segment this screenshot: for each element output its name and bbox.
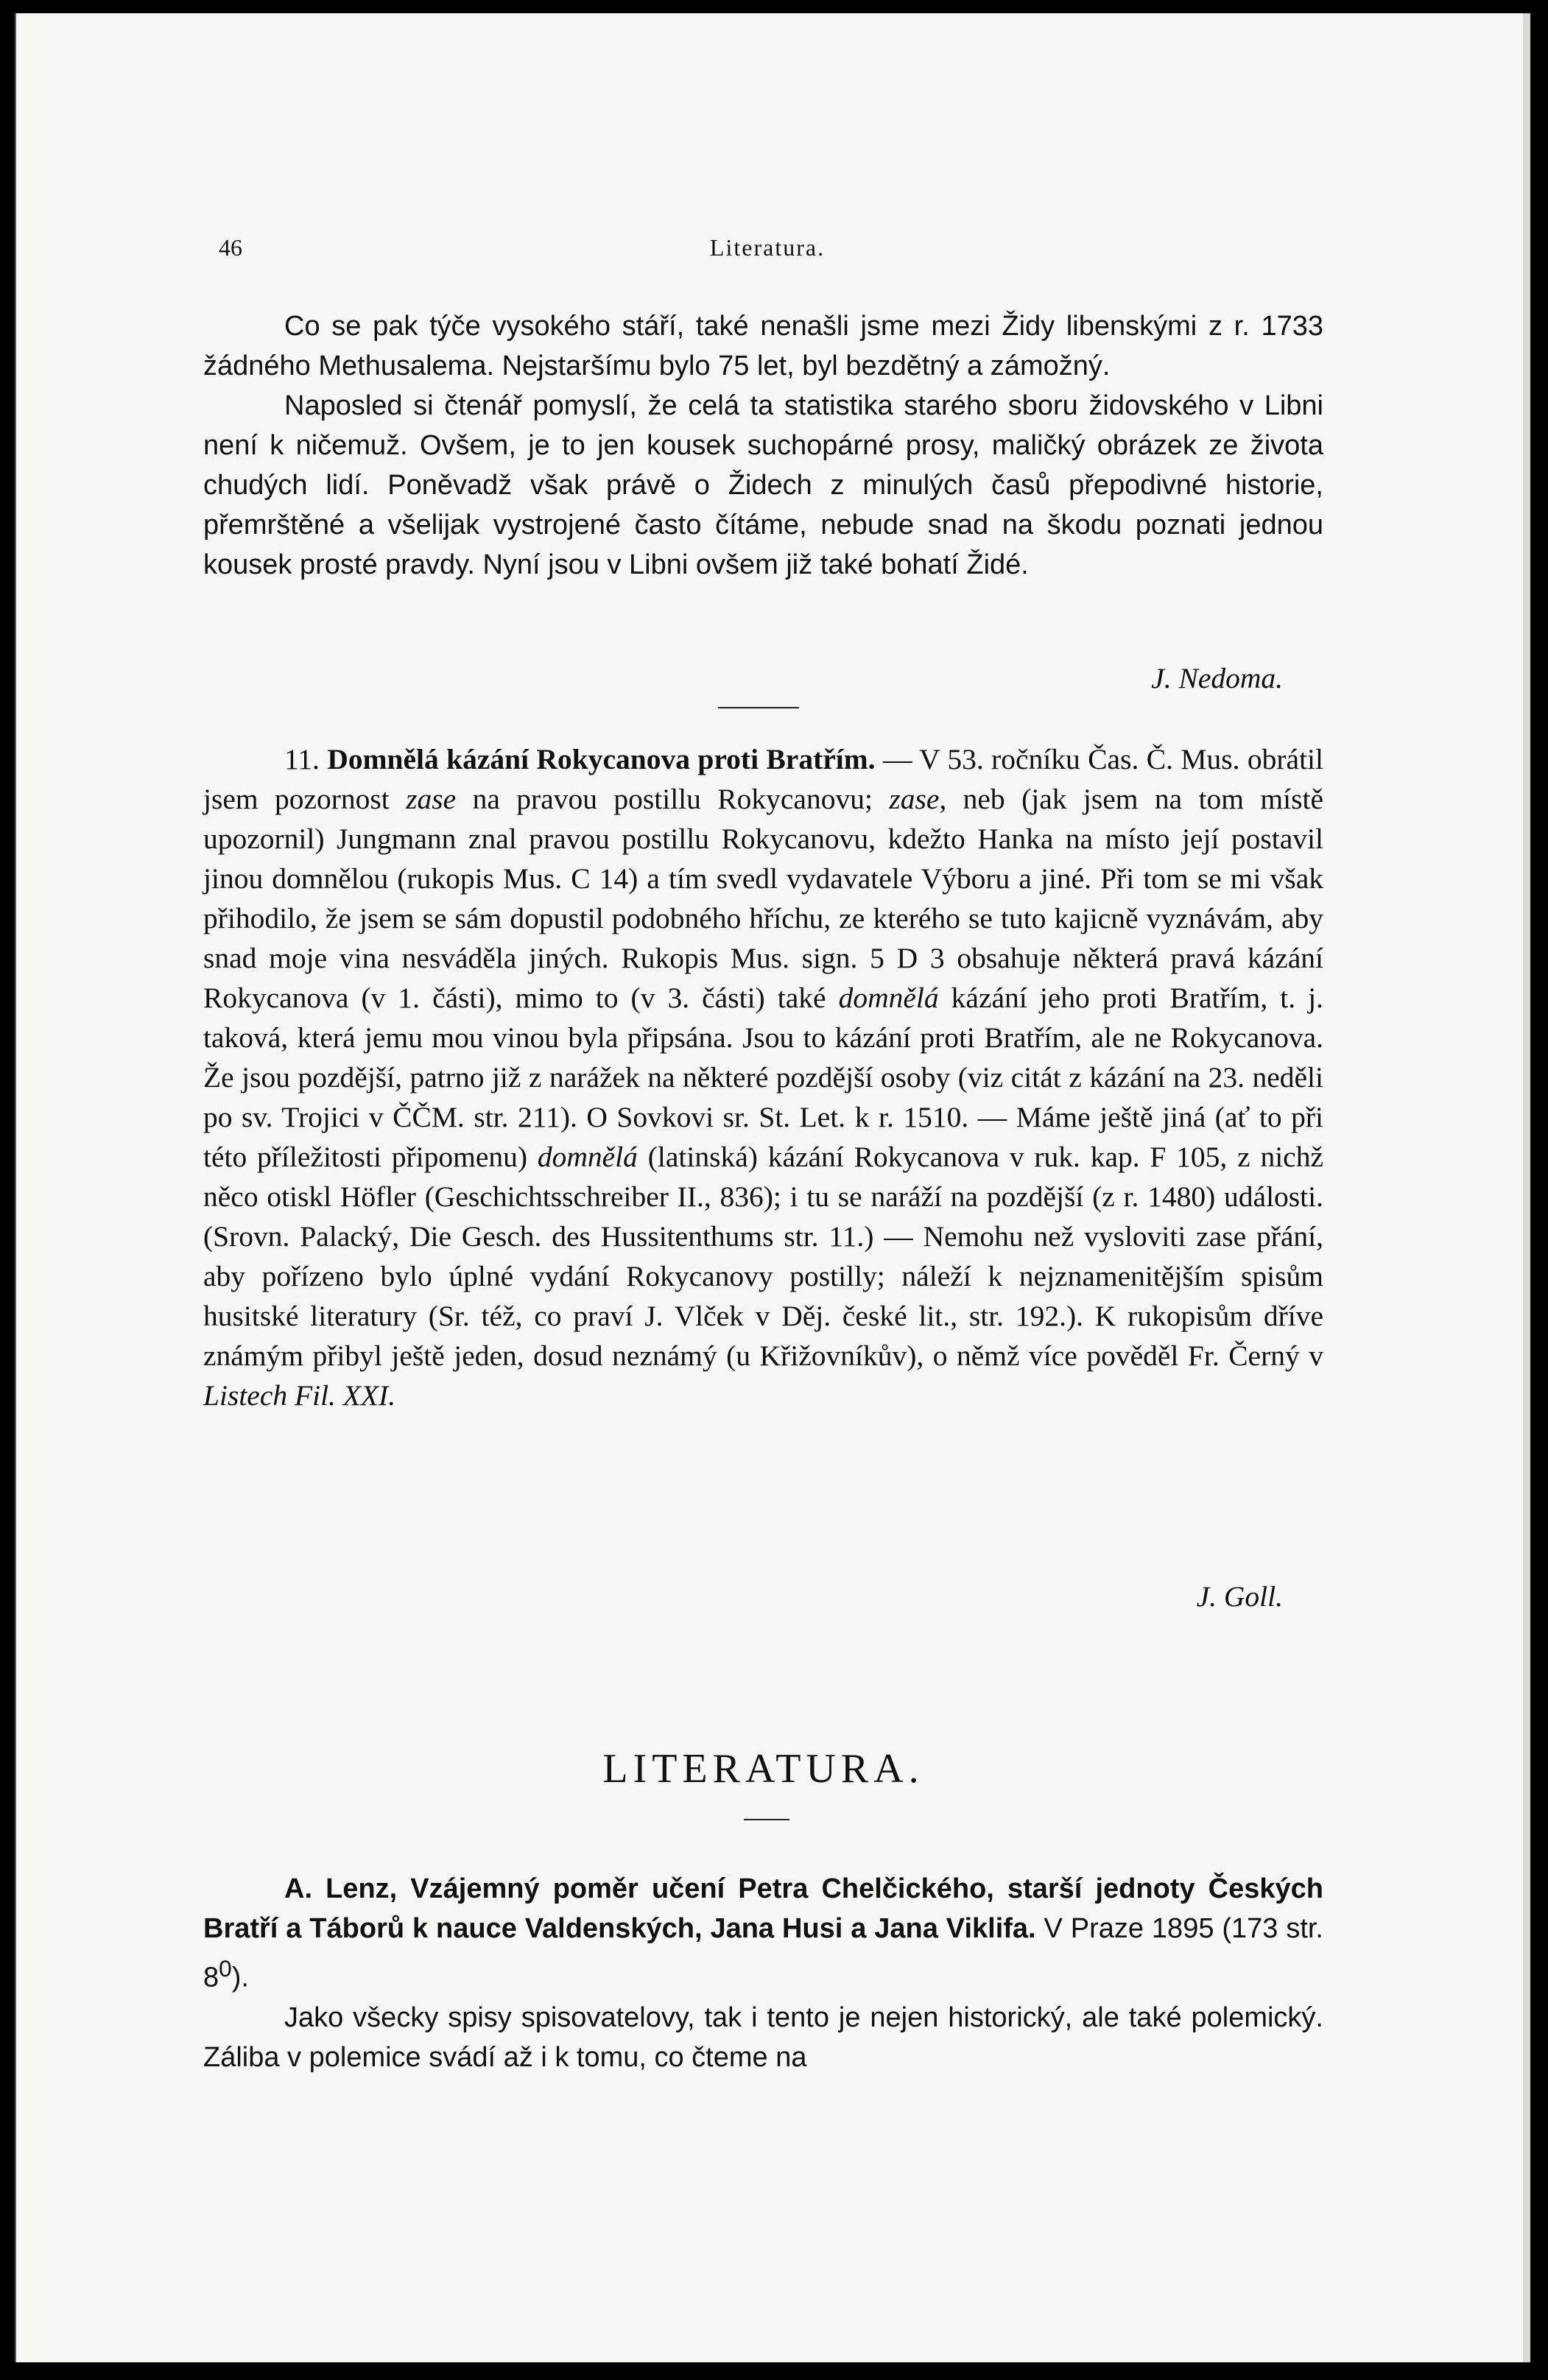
text-run: (latinská) kázání Rokycanova v ruk. kap. F 105, z nichž něco otiskl Höfler (Geschichtsschreiber II., 836); i tu se naráží na pozdější (z r. 1480) události. (Srovn. Palacký, Die Gesch. des Hussitenthums str. 11.) — Nemohu než vysloviti zase přání, aby pořízeno bylo úplné vydání Rokycanovy postilly; náleží k nejznamenitějším spisům husitské literatury (Sr. též, co praví J. Vlček v Děj. české lit., str. 192.). K rukopisům dříve známým přibyl ještě jeden, dosud neznámý (u Křižovníkův), o němž více pověděl Fr. Černý v: [203, 1141, 1323, 1372]
book-title: A. Lenz, Vzájemný poměr učení Petra Chelčického, starší jednoty Českých Bratří a Táborů k nauce Valdenských, Jana Husi a Jana Viklifa.: [203, 1873, 1323, 1944]
format-superscript: 0: [219, 1955, 232, 1982]
section-literatura: [203, 1869, 1323, 2077]
signature-nedoma: J. Nedoma.: [1151, 662, 1283, 694]
article-title: Domnělá kázání Rokycanova proti Bratřím.: [327, 743, 876, 775]
heading-literatura: LITERATURA.: [602, 1746, 924, 1792]
paragraph-rokycana: [203, 739, 1323, 1415]
text-run: , neb (jak jsem na tom místě upozornil) Jungmann znal pravou postillu Rokycanovu, kdežto Hanka na místo její postavil jinou domnělou (rukopis Mus. C 14) a tím svedl vydavatele Výboru a jiné. Při tom se mi však přihodilo, že jsem se sám dopustil podobného hříchu, ze kterého se tuto kajicně vyznávám, aby snad moje vina nesváděla jiných. Rukopis Mus. sign. 5 D 3 obsahuje některá pravá kázání Rokycanova (v 1. části), mimo to (v 3. části) také: [203, 783, 1323, 1014]
publication-info: V Praze 1895 (173 str. 8: [203, 1913, 1323, 1993]
citation-listy: Listech Fil. XXI.: [203, 1379, 396, 1412]
paragraph-age: Co se pak týče vysokého stáří, také nenašli jsme mezi Židy libenskými z r. 1733 žádného Methusalema. Nejstaršímu bylo 75 let, byl bezdětný a zámožný.: [203, 311, 1323, 381]
paragraph-review: Jako všecky spisy spisovatelovy, tak i tento je nejen historický, ale také polemický. Záliba v polemice svádí až i k tomu, co čteme na: [203, 2001, 1323, 2073]
bibliography-entry: [203, 1869, 1323, 1998]
text-run: ).: [231, 1962, 249, 1993]
signature-goll: J. Goll.: [1196, 1580, 1283, 1613]
text-run: kázání jeho proti Bratřím, t. j. taková, která jemu mou vinou byla připsána. Jsou to kázání proti Bratřím, ale ne Rokycanova. Že jsou pozdější, patrno již z narážek na některé pozdější osoby (viz citát z kázání na 23. neděli po sv. Trojici v ČČM. str. 211). O Sovkovi sr. St. Let. k r. 1510. — Máme ještě jiná (ať to při této příležitosti připomenu): [203, 982, 1323, 1173]
article-number: 11.: [284, 743, 320, 775]
paragraph-conclusion: Naposled si čtenář pomyslí, že celá ta statistika starého sboru židovského v Libni není k ničemuž. Ovšem, je to jen kousek suchopárné prosy, maličký obrázek ze života chudých lidí. Poněvadž však právě o Židech z minulých časů přepodivné historie, přemrštěné a všelijak vystrojené často čítáme, nebude snad na škodu poznati jednou kousek prosté pravdy. Nyní jsou v Libni ovšem již také bohatí Židé.: [203, 390, 1323, 580]
section-rokycana: [203, 739, 1323, 1415]
running-title: Literatura.: [709, 234, 826, 261]
section-census: [203, 306, 1323, 585]
text-run: na pravou postillu Rokycanovu;: [456, 783, 890, 815]
emphasis-domnela-1: domnělá: [838, 982, 939, 1014]
page-number: 46: [219, 234, 242, 261]
emphasis-zase-2: zase: [889, 783, 940, 815]
emphasis-zase-1: zase: [406, 783, 457, 815]
section-divider: [718, 707, 799, 708]
text-run: — V 53. ročníku Čas. Č. Mus. obrátil jsem pozornost: [203, 743, 1323, 815]
emphasis-domnela-2: domnělá: [537, 1141, 638, 1173]
heading-rule: [744, 1819, 789, 1820]
page-edge: [1523, 13, 1530, 2362]
